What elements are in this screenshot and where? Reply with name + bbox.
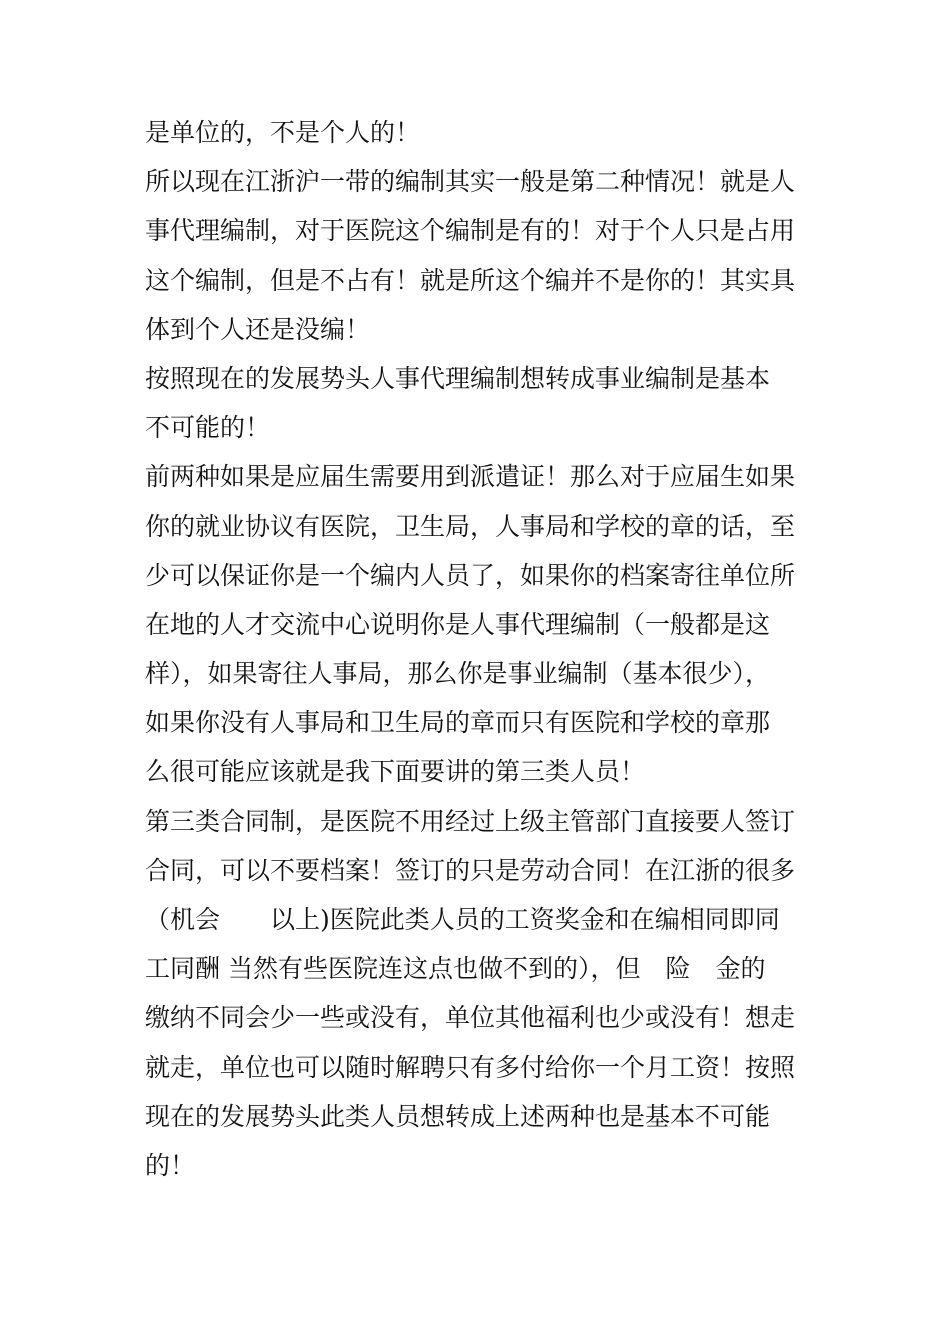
text-line: 少可以保证你是一个编内人员了，如果你的档案寄往单位所 bbox=[145, 560, 796, 590]
text-line: 第三类合同制，是医院不用经过上级主管部门直接要人签订 bbox=[145, 806, 796, 836]
text-line: 工同酬 当然有些医院连这点也做不到的），但 险 金的 bbox=[145, 954, 766, 984]
text-line: 所以现在江浙沪一带的编制其实一般是第二种情况！就是人 bbox=[145, 167, 796, 197]
text-line: 按照现在的发展势头人事代理编制想转成事业编制是基本 bbox=[145, 363, 771, 393]
text-line: 你的就业协议有医院，卫生局，人事局和学校的章的话，至 bbox=[145, 511, 796, 541]
text-line: 如果你没有人事局和卫生局的章而只有医院和学校的章那 bbox=[145, 708, 771, 738]
text-line: 是单位的，不是个人的！ bbox=[145, 118, 421, 147]
text-line: 缴纳不同会少一些或没有，单位其他福利也少或没有！想走 bbox=[145, 1003, 796, 1033]
text-line: （机会 以上)医院此类人员的工资奖金和在编相同即同 bbox=[145, 905, 780, 934]
text-line: 这个编制，但是不占有！就是所这个编并不是你的！其实具 bbox=[145, 265, 796, 295]
text-line: 就走，单位也可以随时解聘只有多付给你一个月工资！按照 bbox=[145, 1052, 796, 1082]
text-line: 样），如果寄往人事局，那么你是事业编制（基本很少）， bbox=[145, 659, 771, 689]
text-line: 现在的发展势头此类人员想转成上述两种也是基本不可能 bbox=[145, 1101, 771, 1131]
text-line: 在地的人才交流中心说明你是人事代理编制（一般都是这 bbox=[145, 609, 771, 639]
text-line: 前两种如果是应届生需要用到派遣证！那么对于应届生如果 bbox=[145, 462, 796, 492]
text-line: 合同，可以不要档案！签订的只是劳动合同！在江浙的很多 bbox=[145, 855, 796, 885]
text-line: 不可能的！ bbox=[145, 413, 271, 443]
text-line: 事代理编制，对于医院这个编制是有的！对于个人只是占用 bbox=[145, 216, 796, 246]
text-line: 体到个人还是没编！ bbox=[145, 314, 371, 344]
body-text bbox=[145, 108, 825, 1190]
text-line: 的！ bbox=[145, 1150, 196, 1180]
text-line: 么很可能应该就是我下面要讲的第三类人员！ bbox=[145, 757, 646, 787]
